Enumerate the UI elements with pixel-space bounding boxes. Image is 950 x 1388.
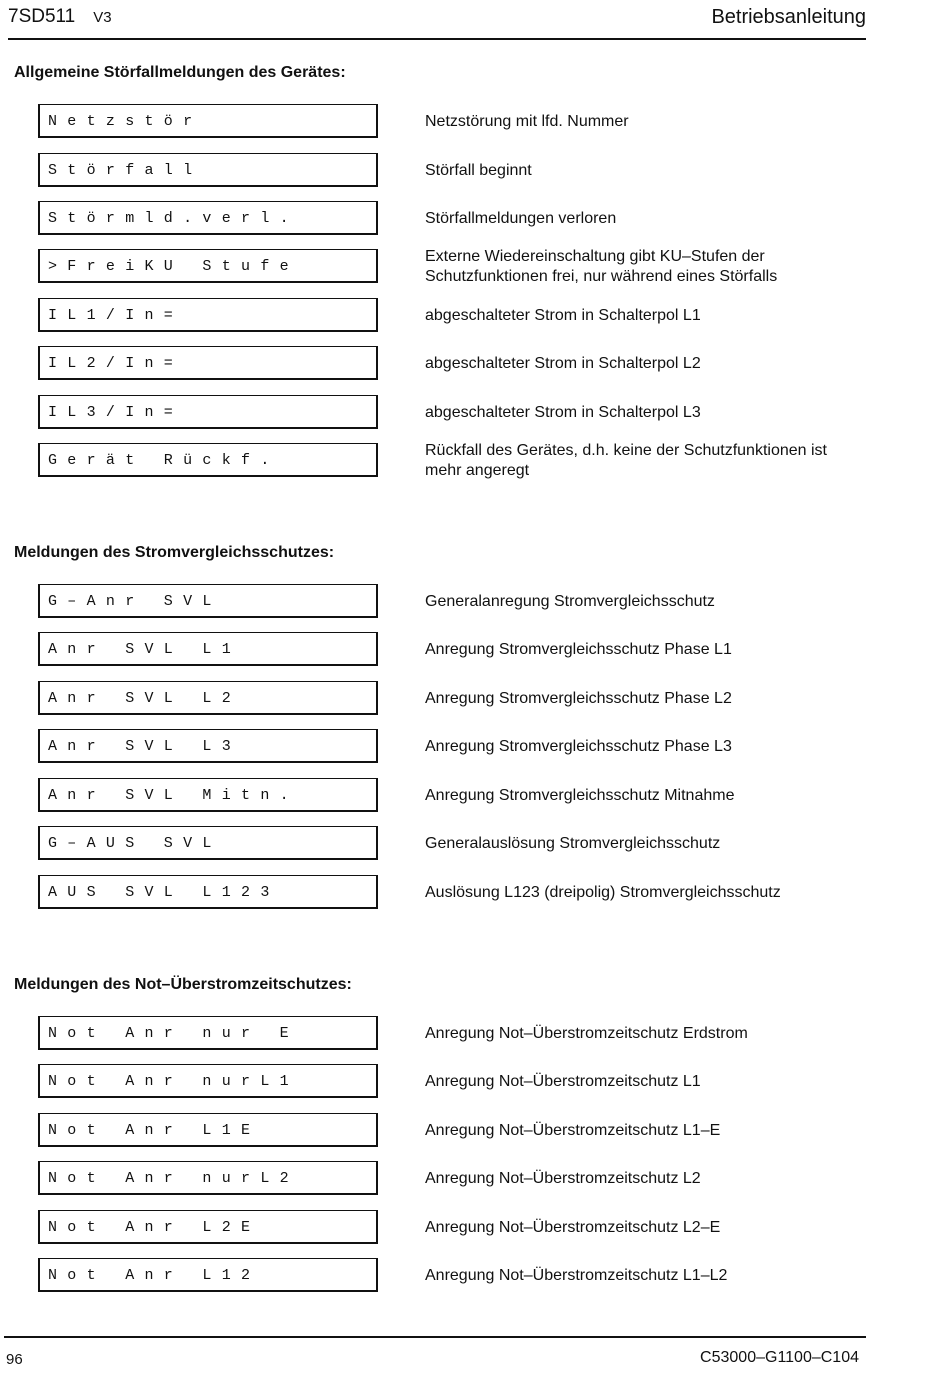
lcd-text: Not Anr L12: [48, 1267, 261, 1284]
lcd-text: Not Anr nurL1: [48, 1073, 299, 1090]
message-description: Netzstörung mit lfd. Nummer: [425, 113, 629, 130]
message-description: Anregung Not–Überstromzeitschutz Erdstrom: [425, 1025, 748, 1042]
lcd-display: [38, 584, 378, 618]
message-description: Generalanregung Stromvergleichsschutz: [425, 593, 715, 610]
message-row: [38, 247, 868, 287]
lcd-display: [38, 778, 378, 812]
message-row: [38, 679, 868, 719]
lcd-text: AUS SVL L123: [48, 884, 280, 901]
lcd-display: [38, 1016, 378, 1050]
message-row: [38, 1062, 868, 1102]
lcd-display: [38, 1161, 378, 1195]
message-row: [38, 873, 868, 913]
lcd-text: Anr SVL Mitn.: [48, 787, 299, 804]
lcd-display: [38, 346, 378, 380]
lcd-text: Not Anr L1E: [48, 1122, 261, 1139]
message-row: [38, 1014, 868, 1054]
lcd-text: Anr SVL L2: [48, 690, 242, 707]
message-description: Anregung Not–Überstromzeitschutz L1–L2: [425, 1267, 728, 1284]
page-header: [8, 4, 866, 40]
message-row: [38, 1208, 868, 1248]
section-title-general: Allgemeine Störfallmeldungen des Gerätes:: [14, 64, 346, 81]
message-row: [38, 1256, 868, 1296]
message-row: [38, 102, 868, 142]
message-row: [38, 441, 868, 481]
lcd-text: IL2/In=: [48, 355, 184, 372]
message-row: [38, 776, 868, 816]
lcd-text: IL1/In=: [48, 307, 184, 324]
lcd-text: Anr SVL L1: [48, 641, 242, 658]
header-model: 7SD511 V3: [8, 6, 112, 27]
message-description: abgeschalteter Strom in Schalterpol L1: [425, 307, 701, 324]
document-number: C53000–G1100–C104: [700, 1349, 859, 1366]
lcd-text: G–AUS SVL: [48, 835, 222, 852]
section-title-emergency-overcurrent: Meldungen des Not–Überstromzeitschutzes:: [14, 976, 352, 993]
lcd-display: [38, 875, 378, 909]
message-description: Auslösung L123 (dreipolig) Stromvergleichsschutz: [425, 884, 781, 901]
message-row: [38, 296, 868, 336]
message-row: [38, 199, 868, 239]
footer-divider: [4, 1336, 866, 1338]
lcd-text: Netzstör: [48, 113, 203, 130]
message-description: Anregung Stromvergleichsschutz Phase L1: [425, 641, 732, 658]
message-description: abgeschalteter Strom in Schalterpol L3: [425, 404, 701, 421]
lcd-text: Störmld.verl.: [48, 210, 299, 227]
section-title-current-comparison: Meldungen des Stromvergleichsschutzes:: [14, 544, 335, 561]
lcd-display: [38, 298, 378, 332]
lcd-display: [38, 632, 378, 666]
message-description: Rückfall des Gerätes, d.h. keine der Schutzfunktionen ist mehr angeregt: [425, 442, 827, 479]
message-row: [38, 393, 868, 433]
message-description: Anregung Not–Überstromzeitschutz L1: [425, 1073, 701, 1090]
lcd-display: [38, 729, 378, 763]
header-version: V3: [93, 9, 112, 26]
message-row: [38, 151, 868, 191]
message-row: [38, 344, 868, 384]
lcd-display: [38, 104, 378, 138]
lcd-display: [38, 681, 378, 715]
message-description: Anregung Stromvergleichsschutz Mitnahme: [425, 787, 735, 804]
message-description: Anregung Not–Überstromzeitschutz L1–E: [425, 1122, 721, 1139]
lcd-text: Not Anr L2E: [48, 1219, 261, 1236]
message-description: Generalauslösung Stromvergleichsschutz: [425, 835, 721, 852]
message-description: Anregung Not–Überstromzeitschutz L2: [425, 1170, 701, 1187]
lcd-display: [38, 1064, 378, 1098]
message-description: Anregung Stromvergleichsschutz Phase L3: [425, 738, 732, 755]
message-row: [38, 824, 868, 864]
lcd-text: Not Anr nurL2: [48, 1170, 299, 1187]
lcd-display: [38, 1258, 378, 1292]
lcd-display: [38, 443, 378, 477]
message-description: Externe Wiedereinschaltung gibt KU–Stufen der Schutzfunktionen frei, nur während eines Störfalls: [425, 248, 778, 285]
lcd-display: [38, 826, 378, 860]
message-description: Störfall beginnt: [425, 162, 532, 179]
lcd-text: Not Anr nur E: [48, 1025, 299, 1042]
lcd-text: >FreiKU Stufe: [48, 258, 299, 275]
lcd-text: Störfall: [48, 162, 203, 179]
message-row: [38, 630, 868, 670]
message-description: Anregung Stromvergleichsschutz Phase L2: [425, 690, 732, 707]
lcd-display: [38, 201, 378, 235]
message-description: Anregung Not–Überstromzeitschutz L2–E: [425, 1219, 721, 1236]
lcd-display: [38, 153, 378, 187]
lcd-display: [38, 1113, 378, 1147]
lcd-text: Gerät Rückf.: [48, 452, 280, 469]
lcd-display: [38, 395, 378, 429]
lcd-text: Anr SVL L3: [48, 738, 242, 755]
page-number: 96: [6, 1351, 23, 1368]
message-row: [38, 1111, 868, 1151]
lcd-display: [38, 1210, 378, 1244]
message-row: [38, 1159, 868, 1199]
message-description: Störfallmeldungen verloren: [425, 210, 617, 227]
lcd-display: [38, 249, 378, 283]
message-row: [38, 727, 868, 767]
lcd-text: G–Anr SVL: [48, 593, 222, 610]
message-description: abgeschalteter Strom in Schalterpol L2: [425, 355, 701, 372]
lcd-text: IL3/In=: [48, 404, 184, 421]
message-row: [38, 582, 868, 622]
header-title: Betriebsanleitung: [711, 6, 866, 28]
